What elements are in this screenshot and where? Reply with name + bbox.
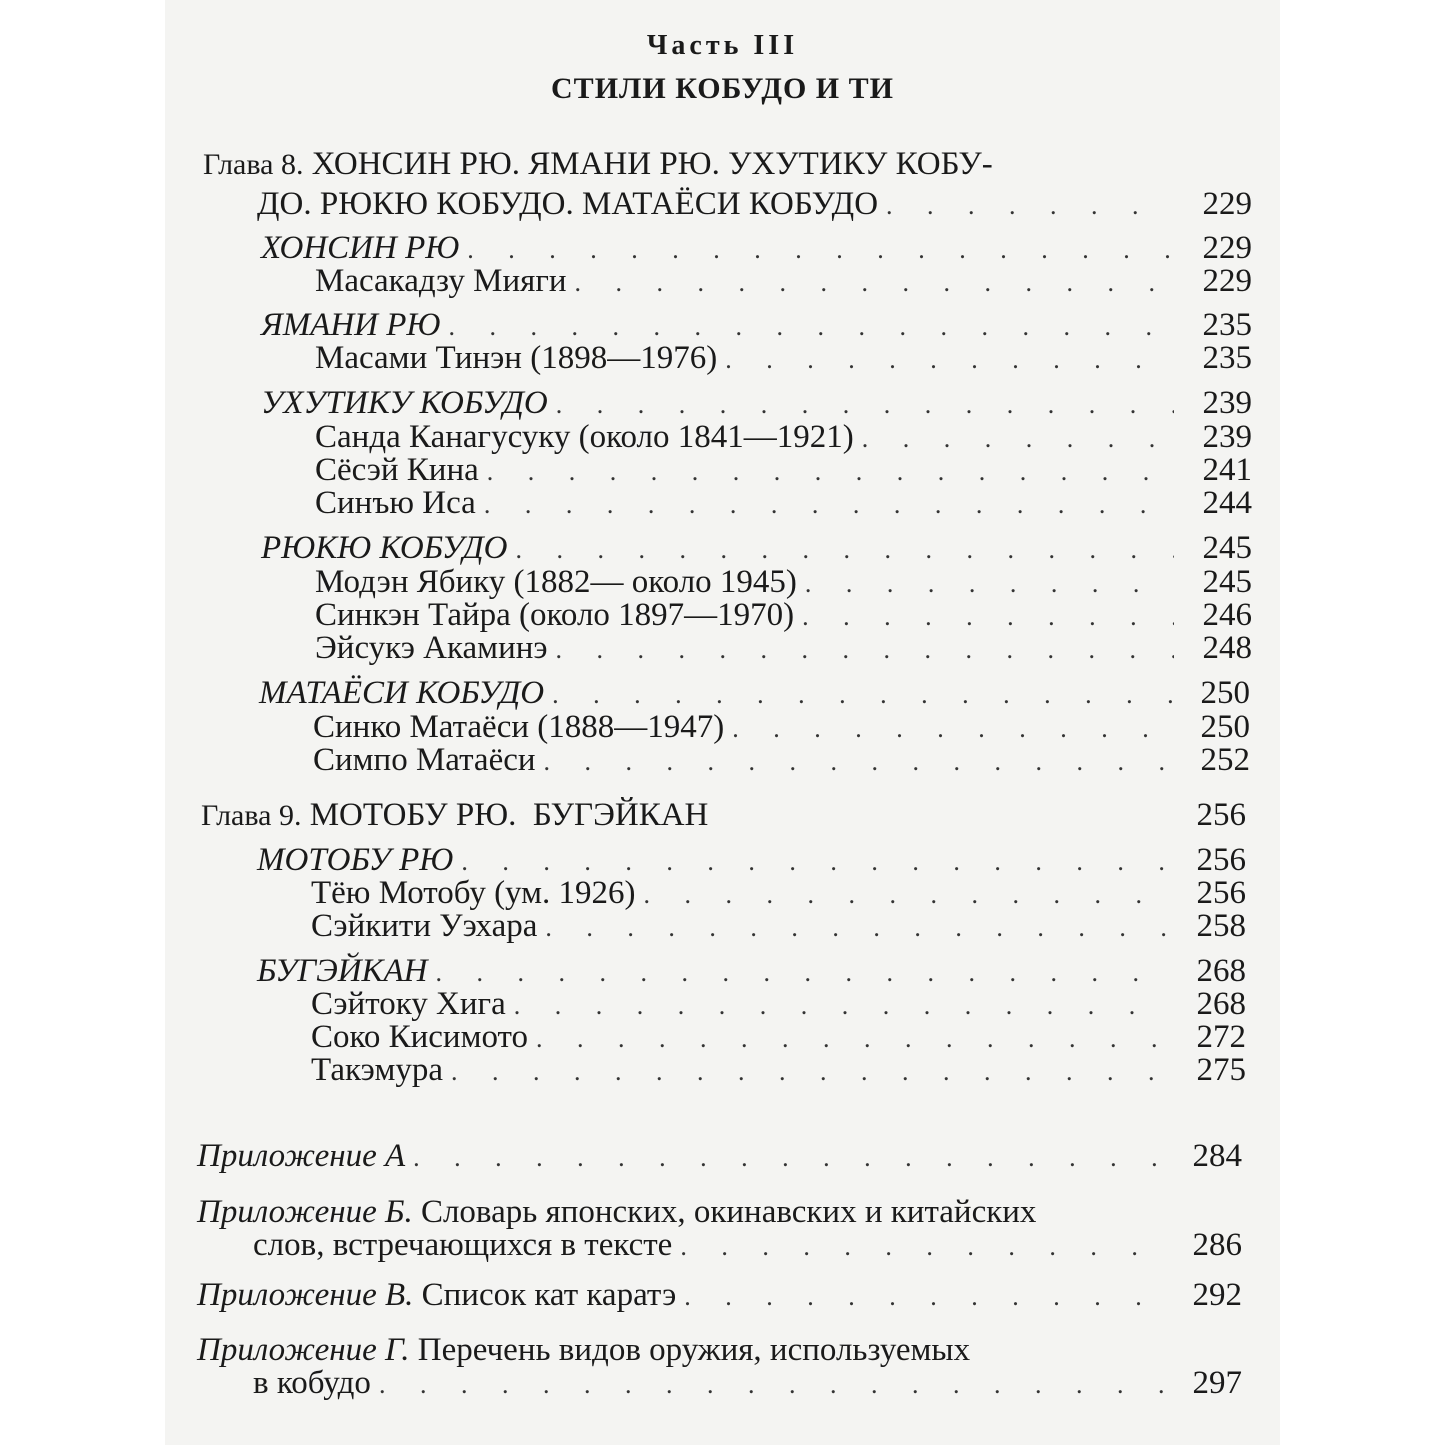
- appendix-a: [197, 1138, 1242, 1174]
- page-number: 284: [1192, 1138, 1242, 1174]
- leader-dots: [451, 1054, 1168, 1090]
- page-number: 250: [1200, 709, 1250, 745]
- appendix-a-label: Приложение А: [197, 1138, 406, 1174]
- appendix-g-line1: [197, 1332, 970, 1368]
- toc-entry-title: Синъю Иса: [315, 485, 476, 521]
- page-number: 258: [1196, 908, 1246, 944]
- page-number: 246: [1202, 597, 1252, 633]
- page-number: 229: [1202, 263, 1252, 299]
- toc-section: [257, 953, 1246, 989]
- page-number: 235: [1202, 340, 1252, 376]
- leader-dots: [575, 265, 1174, 301]
- appendix-g-title: Перечень видов оружия, используемых: [417, 1332, 971, 1368]
- page-number: 244: [1202, 485, 1252, 521]
- toc-entry-title: Масакадзу Мияги: [315, 263, 567, 299]
- chapter9-heading-text: [201, 797, 708, 834]
- chapter8-heading-line2: [257, 186, 1252, 222]
- leader-dots: [413, 1140, 1164, 1176]
- toc-section-title: УХУТИКУ КОБУДО: [261, 385, 548, 421]
- toc-entry-title: Симпо Матаёси: [313, 742, 536, 778]
- leader-dots: [556, 632, 1174, 668]
- appendix-b-title-cont: слов, встречающихся в тексте: [253, 1227, 673, 1263]
- toc-entry-title: Сёсэй Кина: [315, 452, 479, 488]
- toc-entry-title: Масами Тинэн (1898—1976): [315, 340, 718, 376]
- page-number: 239: [1202, 385, 1252, 421]
- toc-section: [261, 230, 1252, 266]
- page-number: 275: [1196, 1052, 1246, 1088]
- page-number: 297: [1192, 1365, 1242, 1401]
- toc-section: [257, 842, 1246, 878]
- toc-entry: [311, 908, 1246, 944]
- toc-entry: [315, 340, 1252, 376]
- toc-section: [261, 385, 1252, 421]
- toc-section-title: БУГЭЙКАН: [257, 953, 428, 989]
- toc-section: [259, 675, 1250, 711]
- toc-entry: [315, 485, 1252, 521]
- page-number: 229: [1202, 230, 1252, 266]
- page-number: 245: [1202, 564, 1252, 600]
- appendix-g-line2: [253, 1365, 1242, 1401]
- page-number: 252: [1200, 742, 1250, 778]
- leader-dots: [544, 744, 1172, 780]
- chapter8-title-line1: ХОНСИН РЮ. ЯМАНИ РЮ. УХУТИКУ КОБУ-: [311, 146, 993, 182]
- toc-section-title: МОТОБУ РЮ: [257, 842, 454, 878]
- leader-dots: [556, 387, 1174, 423]
- toc-entry-title: Синкэн Тайра (около 1897—1970): [315, 597, 795, 633]
- toc-entry: [313, 742, 1250, 778]
- toc-entry: [315, 419, 1252, 455]
- leader-dots: [516, 532, 1174, 568]
- toc-entry-title: Такэмура: [311, 1052, 443, 1088]
- toc-entry: [315, 597, 1252, 633]
- chapter8-heading-line1: [203, 146, 993, 182]
- leader-dots: [379, 1367, 1164, 1403]
- part-title: СТИЛИ КОБУДО И ТИ: [551, 72, 894, 105]
- toc-section-title: ХОНСИН РЮ: [261, 230, 460, 266]
- chapter9-heading: [201, 797, 1246, 833]
- toc-entry: [311, 986, 1246, 1022]
- page-number: 229: [1202, 186, 1252, 222]
- leader-dots: [545, 910, 1168, 946]
- page-number: 272: [1196, 1019, 1246, 1055]
- leader-dots: [680, 1229, 1164, 1265]
- toc-entry: [311, 1052, 1246, 1088]
- page-number: 268: [1196, 953, 1246, 989]
- toc-entry-title: Соко Кисимото: [311, 1019, 529, 1055]
- toc-entry-title: Эйсукэ Акаминэ: [315, 630, 548, 666]
- toc-entry: [311, 1019, 1246, 1055]
- page-number: 286: [1192, 1227, 1242, 1263]
- chapter8-label: Глава 8.: [203, 148, 304, 181]
- appendix-v-label: Приложение В.: [197, 1277, 414, 1313]
- leader-dots: [684, 1279, 1164, 1315]
- appendix-b-title: Словарь японских, окинавских и китайских: [420, 1194, 1037, 1230]
- toc-entry-title: Санда Канагусуку (около 1841—1921): [315, 419, 854, 455]
- appendix-b-line1: [197, 1194, 1036, 1230]
- book-page: [165, 0, 1280, 1445]
- page-number: 268: [1196, 986, 1246, 1022]
- leader-dots: [484, 487, 1174, 523]
- toc-entry-title: Тёю Мотобу (ум. 1926): [311, 875, 636, 911]
- appendix-b-label: Приложение Б.: [197, 1194, 413, 1230]
- toc-entry: [311, 875, 1246, 911]
- leader-dots: [725, 342, 1174, 378]
- chapter9-label: Глава 9.: [201, 799, 302, 832]
- leader-dots: [886, 188, 1174, 224]
- toc-section-title: ЯМАНИ РЮ: [261, 307, 441, 343]
- appendix-g-label: Приложение Г.: [197, 1332, 410, 1368]
- leader-dots: [552, 677, 1172, 713]
- page-number: 245: [1202, 530, 1252, 566]
- toc-section: [261, 307, 1252, 343]
- chapter9-title: МОТОБУ РЮ. БУГЭЙКАН: [309, 797, 709, 833]
- chapter8-title-line2: ДО. РЮКЮ КОБУДО. МАТАЁСИ КОБУДО: [257, 186, 879, 222]
- appendix-b-line2: [253, 1227, 1242, 1263]
- toc-entry: [315, 263, 1252, 299]
- appendix-v-text: [197, 1277, 676, 1313]
- page-number: 239: [1202, 419, 1252, 455]
- toc-entry-title: Синко Матаёси (1888—1947): [313, 709, 725, 745]
- toc-entry-title: Сэйтоку Хига: [311, 986, 506, 1022]
- part-label: Часть III: [646, 30, 799, 61]
- toc-entry: [315, 564, 1252, 600]
- appendix-v-title: Список кат каратэ: [421, 1277, 677, 1313]
- toc-entry: [315, 452, 1252, 488]
- page-number: 256: [1196, 875, 1246, 911]
- toc-section-title: МАТАЁСИ КОБУДО: [259, 675, 545, 711]
- page-number: 241: [1202, 452, 1252, 488]
- page-number: 250: [1200, 675, 1250, 711]
- page-number: 256: [1196, 797, 1246, 833]
- page-number: 292: [1192, 1277, 1242, 1313]
- appendix-v: [197, 1277, 1242, 1313]
- toc-entry-title: Модэн Ябику (1882— около 1945): [315, 564, 797, 600]
- page-number: 235: [1202, 307, 1252, 343]
- page-number: 256: [1196, 842, 1246, 878]
- page-number: 248: [1202, 630, 1252, 666]
- toc-section-title: РЮКЮ КОБУДО: [261, 530, 508, 566]
- toc-entry-title: Сэйкити Уэхара: [311, 908, 538, 944]
- toc-entry: [315, 630, 1252, 666]
- toc-entry: [313, 709, 1250, 745]
- appendix-g-title-cont: в кобудо: [253, 1365, 371, 1401]
- toc-section: [261, 530, 1252, 566]
